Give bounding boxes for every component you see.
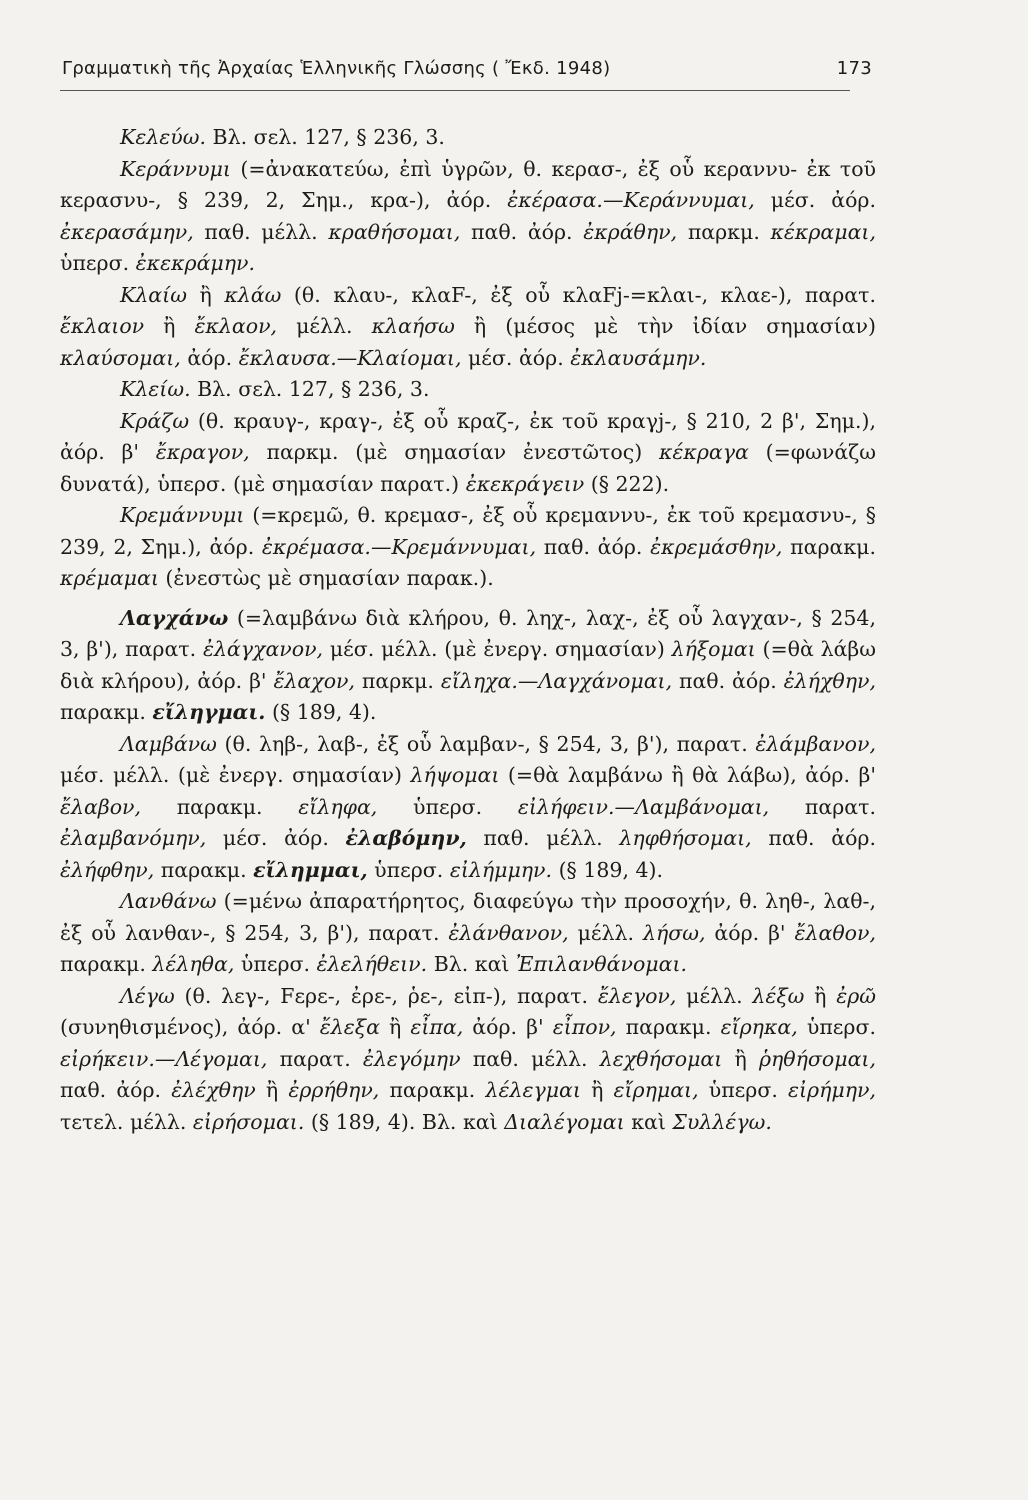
entry-text: μέλλ.	[676, 983, 753, 1008]
entry-text: ἐλαβόμην,	[345, 826, 467, 850]
entry-text: (§ 189, 4). Βλ. καὶ	[304, 1109, 505, 1134]
entry-text: παρκμ.	[355, 668, 441, 693]
entry-text: (=λαμβάνω διὰ κλήρου, θ. ληχ-, λαχ-, ἐξ οὗ λαγχαν-, § 254, 3, β'), παρατ.	[60, 605, 876, 661]
entry-text: Ἐπιλανθάνομαι.	[516, 952, 688, 976]
entry-text: ἢ	[722, 1046, 759, 1071]
entry-text: Βλ. σελ. 127, § 236, 3.	[190, 377, 430, 401]
entry-text: παθ. ἀόρ.	[536, 534, 651, 559]
entry-text: παρακμ.	[141, 794, 299, 819]
entry-text: ἐλεγόμην	[362, 1046, 461, 1071]
entry-text: μέσ. μέλλ. (μὲ ἐνεργ. σημασίαν)	[60, 763, 411, 787]
entry-text: εἶπον,	[552, 1015, 617, 1039]
entry-text: ἐκέρασα.—Κεράννυμαι,	[507, 188, 755, 212]
entry-text: κλάω	[224, 282, 282, 307]
dictionary-entries	[60, 122, 876, 1138]
entry-text: ἀόρ. β'	[463, 1015, 553, 1039]
entry-text: ἐλάμβανον,	[755, 731, 876, 756]
entry-headword: Κεράννυμι	[120, 156, 231, 181]
entry-text: εἴλημμαι,	[253, 857, 368, 882]
entry-text: παρκμ.	[677, 219, 771, 244]
entry-text: ἢ (μέσος μὲ τὴν ἰδίαν σημασίαν)	[454, 314, 876, 338]
entry-text: κρέμαμαι	[60, 566, 159, 590]
entry-text: (=φωνάζω δυνατά), ὑπερσ. (μὲ σημασίαν παρατ.)	[60, 440, 876, 496]
entry-text: παθ. μέλλ.	[193, 219, 329, 244]
entry-text: (§ 189, 4).	[552, 857, 664, 882]
entry-text: ἢ	[144, 314, 195, 338]
entry-text: παρακμ.	[379, 1078, 486, 1102]
entry-text: παρακμ.	[782, 534, 876, 559]
entry-text: ἔλαβον,	[60, 794, 142, 819]
entry-text: ὑπερσ.	[797, 1015, 876, 1039]
entry-text: λέληθα,	[152, 952, 235, 976]
entry-text: εἴρημαι,	[613, 1078, 699, 1102]
entry-text: ἀόρ.	[180, 345, 239, 370]
entry-text: εἰρήσομαι.	[192, 1109, 305, 1134]
entry-text: ἐκλαυσάμην.	[570, 345, 707, 370]
entry-text: παθ. ἀόρ.	[751, 826, 877, 850]
entry-3	[60, 374, 876, 406]
entry-1	[60, 154, 876, 280]
entry-text: Συλλέγω.	[672, 1109, 772, 1134]
entry-text: ὑπερσ.	[698, 1078, 789, 1102]
entry-text: εἴρηκα,	[720, 1015, 798, 1039]
entry-text: (θ. ληβ-, λαβ-, ἐξ οὗ λαμβαν-, § 254, 3, β'), παρατ.	[216, 731, 756, 756]
entry-text: κέκραγα	[658, 440, 749, 464]
entry-text: (=κρεμῶ, θ. κρεμασ-, ἐξ οὗ κρεμαννυ-, ἐκ τοῦ κρεμασνυ-, § 239, 2, Σημ.), ἀόρ.	[60, 503, 876, 559]
entry-text: εἰλήμμην.	[449, 857, 553, 882]
entry-text: παρατ.	[769, 794, 876, 819]
entry-5	[60, 500, 876, 595]
entry-text: ἐλάνθανον,	[448, 920, 569, 945]
entry-text: (συνηθισμένος), ἀόρ. α'	[60, 1015, 320, 1039]
entry-text: κλαύσομαι,	[60, 345, 181, 370]
entry-text: ὑπερσ.	[60, 251, 136, 275]
entry-text: παρακμ.	[60, 700, 153, 724]
entry-text: παρατ.	[267, 1046, 363, 1071]
entry-text: ἔλεξα	[319, 1015, 380, 1039]
entry-text: ἐκρέμασα.—Κρεμάννυμαι,	[261, 534, 537, 559]
entry-text: λήξομαι	[671, 637, 756, 661]
entry-text: ἢ	[255, 1078, 289, 1102]
entry-text: (=μένω ἀπαρατήρητος, διαφεύγω τὴν προσοχήν, θ. ληθ-, λαθ-, ἐξ οὗ λανθαν-, § 254, 3, β'), παρατ.	[60, 889, 876, 945]
entry-text: ἔκλαυσα.—Κλαίομαι,	[238, 345, 462, 370]
entry-text: παθ. ἀόρ.	[60, 1078, 172, 1102]
entry-headword: Κράζω	[120, 408, 190, 433]
entry-text: ἐλάγχανον,	[202, 637, 324, 661]
entry-text: ἐκερασάμην,	[60, 219, 194, 244]
header-title: Γραμματικὴ τῆς Ἀρχαίας Ἑλληνικῆς Γλώσσης ( Ἔκδ. 1948)	[62, 58, 611, 79]
entry-text: (θ. λεγ-, Fερε-, ἐρε-, ῥε-, εἰπ-), παρατ.	[174, 983, 598, 1008]
entry-text: παθ. μέλλ.	[466, 826, 620, 850]
entry-text: ἢ	[379, 1015, 411, 1039]
entry-text: ἔκραγον,	[155, 440, 250, 464]
entry-text: κέκραμαι,	[770, 219, 876, 244]
entry-text: (=θὰ λάβω διὰ κλήρου), ἀόρ. β'	[60, 637, 876, 693]
entry-text: ἐκρεμάσθην,	[650, 534, 783, 559]
entry-text: ἐλήχθην,	[783, 668, 876, 693]
entry-text: καὶ	[624, 1109, 673, 1134]
entry-text: παρακμ.	[154, 857, 254, 882]
entry-text: παθ. ἀόρ.	[672, 668, 784, 693]
entry-text: εἰρήκειν.—Λέγομαι,	[60, 1046, 268, 1071]
entry-text: εἴληγμαι.	[152, 700, 266, 724]
entry-text: ἐρρήθην,	[288, 1078, 380, 1102]
entry-text: μέσ. ἀόρ.	[206, 826, 346, 850]
entry-text: λεχθήσομαι	[599, 1046, 723, 1071]
entry-6	[60, 603, 876, 729]
entry-text: παρκμ. (μὲ σημασίαν ἐνεστῶτος)	[249, 440, 659, 464]
entry-text: ληφθήσομαι,	[619, 826, 752, 850]
entry-text: (ἐνεστὼς μὲ σημασίαν παρακ.).	[158, 566, 494, 590]
header-rule	[60, 90, 850, 91]
entry-text: ἔκλαον,	[194, 314, 278, 338]
entry-headword: Λέγω	[120, 983, 175, 1008]
entry-text: εἶπα,	[410, 1015, 464, 1039]
entry-text: ὑπερσ.	[367, 857, 450, 882]
entry-text: μέσ. μέλλ. (μὲ ἐνεργ. σημασίαν)	[323, 637, 672, 661]
entry-text: ἀόρ. β'	[705, 920, 795, 945]
entry-text: Διαλέγομαι	[504, 1109, 625, 1134]
entry-text: εἴληφα,	[298, 794, 378, 819]
entry-text: ἐλήφθην,	[60, 857, 155, 882]
entry-text: (=ἀνακατεύω, ἐπὶ ὑγρῶν, θ. κερασ-, ἐξ οὗ κεραννυ- ἐκ τοῦ κερασνυ-, § 239, 2, Σημ., κρα-), ἀόρ.	[60, 156, 876, 212]
entry-text: ἢ	[804, 983, 837, 1008]
entry-text: ὑπερσ.	[234, 952, 317, 976]
entry-text: κραθήσομαι,	[328, 219, 461, 244]
entry-text: μέλλ.	[277, 314, 372, 338]
entry-text: τετελ. μέλλ.	[60, 1109, 193, 1134]
entry-headword: Κρεμάννυμι	[120, 503, 245, 527]
entry-text: Βλ. καὶ	[427, 952, 516, 976]
entry-text: ἐκεκράμην.	[135, 251, 256, 275]
entry-text: ἐλελήθειν.	[316, 952, 428, 976]
entry-headword: Λανθάνω	[120, 889, 217, 913]
entry-headword: Λαγχάνω	[120, 605, 229, 630]
entry-text: ἔκλαιον	[60, 314, 145, 338]
entry-text: παθ. ἀόρ.	[460, 219, 584, 244]
entry-text: ἐρῶ	[836, 983, 876, 1008]
entry-text: ἢ	[186, 282, 225, 307]
entry-text: ὑπερσ.	[377, 794, 518, 819]
entry-text: κλαήσω	[371, 314, 455, 338]
entry-4	[60, 406, 876, 501]
entry-text: λήσω,	[642, 920, 706, 945]
entry-text: μέλλ.	[568, 920, 643, 945]
entry-7	[60, 729, 876, 887]
entry-2	[60, 280, 876, 375]
entry-text: ἔλεγον,	[597, 983, 677, 1008]
entry-text: μέσ. ἀόρ.	[461, 345, 571, 370]
entry-text: ἐλαμβανόμην,	[60, 826, 207, 850]
entry-8	[60, 886, 876, 981]
entry-text: ἔλαθον,	[794, 920, 876, 945]
entry-headword: Κλαίω	[120, 282, 187, 307]
entry-text: (=θὰ λαμβάνω ἢ θὰ λάβω), ἀόρ. β'	[499, 763, 877, 787]
page-number: 173	[836, 58, 872, 79]
entry-text: παθ. μέλλ.	[460, 1046, 600, 1071]
entry-text: ἢ	[580, 1078, 614, 1102]
entry-text: μέσ. ἀόρ.	[754, 188, 876, 212]
entry-text: ἐκράθην,	[583, 219, 678, 244]
entry-text: Βλ. σελ. 127, § 236, 3.	[206, 125, 445, 149]
entry-headword: Λαμβάνω	[120, 731, 217, 756]
entry-text: ἐκεκράγειν	[465, 471, 585, 496]
entry-text: παρακμ.	[616, 1015, 721, 1039]
entry-9	[60, 981, 876, 1139]
entry-text: εἴληχα.—Λαγχάνομαι,	[440, 668, 673, 693]
entry-text: (θ. κραυγ-, κραγ-, ἐξ οὗ κραζ-, ἐκ τοῦ κραγj-, § 210, 2 β', Σημ.), ἀόρ. β'	[60, 408, 876, 464]
entry-text: ῥηθήσομαι,	[758, 1046, 876, 1071]
entry-text: ἔλαχον,	[273, 668, 356, 693]
entry-text: λήψομαι	[410, 763, 500, 787]
entry-text: εἰρήμην,	[788, 1078, 876, 1102]
entry-text: εἰλήφειν.—Λαμβάνομαι,	[517, 794, 770, 819]
entry-text: λέξω	[752, 983, 805, 1008]
entry-headword: Κλείω.	[120, 377, 191, 401]
entry-0	[60, 122, 876, 154]
entry-text: ἐλέχθην	[171, 1078, 256, 1102]
entry-text: (§ 189, 4).	[265, 700, 377, 724]
entry-text: (§ 222).	[584, 471, 670, 496]
entry-headword: Κελεύω.	[120, 125, 207, 149]
entry-text: λέλεγμαι	[485, 1078, 581, 1102]
entry-text: (θ. κλαυ-, κλαF-, ἐξ οὗ κλαFj-=κλαι-, κλαε-), παρατ.	[281, 282, 876, 307]
entry-text: παρακμ.	[60, 952, 153, 976]
